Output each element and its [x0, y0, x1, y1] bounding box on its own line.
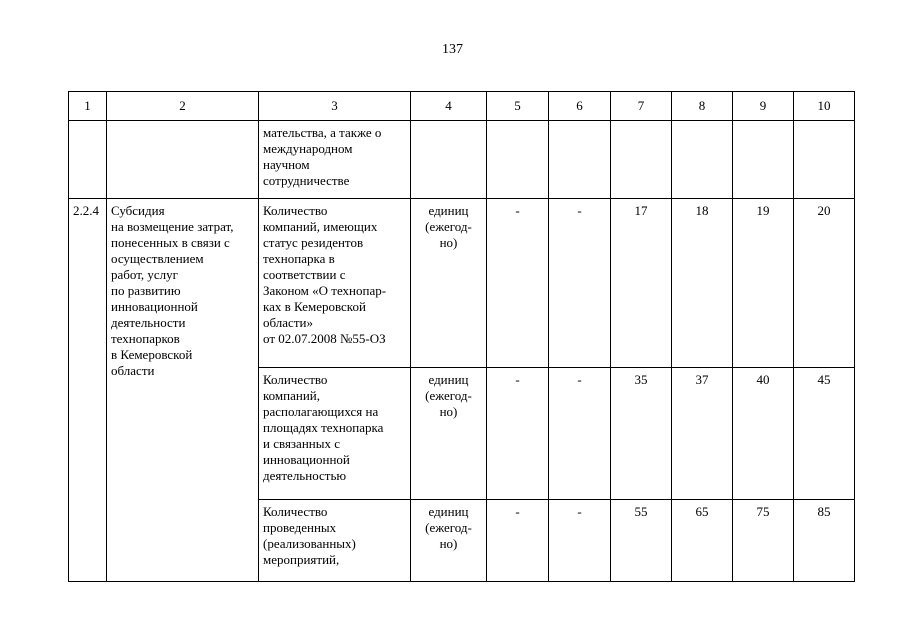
empty-cell — [411, 121, 487, 199]
value-cell: 75 — [733, 500, 794, 582]
column-header: 4 — [411, 92, 487, 121]
value-cell: - — [549, 199, 611, 368]
empty-cell — [487, 121, 549, 199]
empty-cell — [107, 121, 259, 199]
empty-cell — [69, 121, 107, 199]
value-cell: 55 — [611, 500, 672, 582]
empty-cell — [733, 121, 794, 199]
value-cell: 85 — [794, 500, 855, 582]
value-cell: 20 — [794, 199, 855, 368]
empty-cell — [794, 121, 855, 199]
unit-cell: единиц (ежегод- но) — [411, 199, 487, 368]
table-header-row — [69, 92, 855, 121]
value-cell: - — [549, 500, 611, 582]
column-header: 9 — [733, 92, 794, 121]
item-name-cell: Субсидия на возмещение затрат, понесенных в связи с осуществлением работ, услуг по развитию инновационной деятельности технопарков в Кемеровской области — [107, 199, 259, 582]
value-cell: - — [487, 199, 549, 368]
indicators-table — [68, 91, 855, 582]
value-cell: 19 — [733, 199, 794, 368]
value-cell: 45 — [794, 368, 855, 500]
indicator-cell: Количество проведенных (реализованных) мероприятий, — [259, 500, 411, 582]
indicator-cell: Количество компаний, располагающихся на площадях технопарка и связанных с инновационной деятельностью — [259, 368, 411, 500]
value-cell: - — [487, 368, 549, 500]
column-header: 5 — [487, 92, 549, 121]
indicator-cell: мательства, а также о международном научном сотрудничестве — [259, 121, 411, 199]
column-header: 2 — [107, 92, 259, 121]
value-cell: 17 — [611, 199, 672, 368]
column-header: 6 — [549, 92, 611, 121]
page-number: 137 — [442, 42, 463, 57]
indicator-cell: Количество компаний, имеющих статус резидентов технопарка в соответствии с Законом «О технопар- ках в Кемеровской области» от 02.07.2008 №55-ОЗ — [259, 199, 411, 368]
unit-cell: единиц (ежегод- но) — [411, 368, 487, 500]
value-cell: - — [549, 368, 611, 500]
column-header: 7 — [611, 92, 672, 121]
unit-cell: единиц (ежегод- но) — [411, 500, 487, 582]
value-cell: 18 — [672, 199, 733, 368]
item-number-cell: 2.2.4 — [69, 199, 107, 582]
continuation-row — [69, 121, 855, 199]
empty-cell — [611, 121, 672, 199]
empty-cell — [672, 121, 733, 199]
column-header: 3 — [259, 92, 411, 121]
empty-cell — [549, 121, 611, 199]
value-cell: 37 — [672, 368, 733, 500]
value-cell: 65 — [672, 500, 733, 582]
column-header: 10 — [794, 92, 855, 121]
column-header: 1 — [69, 92, 107, 121]
table-row — [69, 199, 855, 368]
value-cell: - — [487, 500, 549, 582]
value-cell: 35 — [611, 368, 672, 500]
value-cell: 40 — [733, 368, 794, 500]
column-header: 8 — [672, 92, 733, 121]
